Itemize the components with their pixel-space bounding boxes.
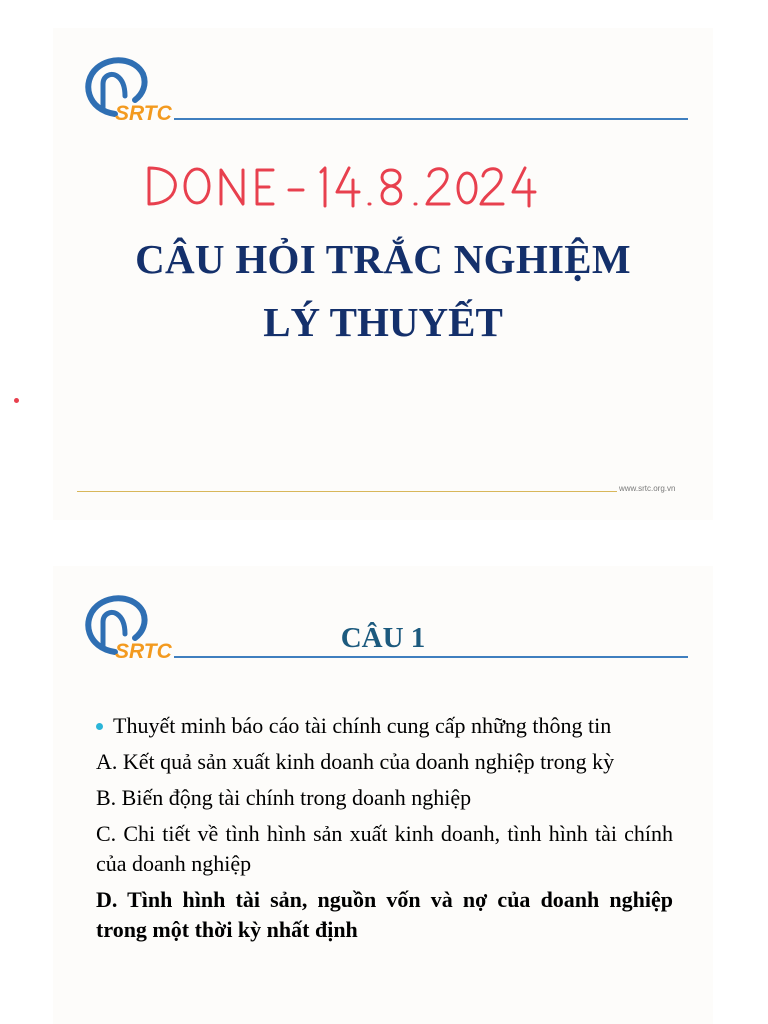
question-text: Thuyết minh báo cáo tài chính cung cấp những thông tin (113, 713, 612, 738)
header-rule (174, 118, 688, 120)
svg-text:SRTC: SRTC (115, 640, 172, 663)
handwritten-note (141, 160, 541, 210)
ink-dot (14, 398, 19, 403)
srtc-logo (75, 54, 179, 126)
question-slide (53, 566, 713, 1024)
footer-rule (77, 491, 617, 492)
handwritten-signature (141, 160, 541, 210)
slide-title-line2: LÝ THUYẾT (263, 299, 503, 345)
srtc-logo-icon (75, 54, 179, 126)
question-title: CÂU 1 (340, 622, 426, 654)
option-c: C. Chi tiết về tình hình sản xuất kinh doanh, tình hình tài chính của doanh nghiệp (96, 821, 673, 876)
title-slide (53, 28, 713, 520)
header-rule (174, 656, 688, 658)
slide-title-line1: CÂU HỎI TRẮC NGHIỆM (135, 236, 631, 282)
footer-url: www.srtc.org.vn (619, 484, 676, 493)
option-a: A. Kết quả sản xuất kinh doanh của doanh nghiệp trong kỳ (96, 749, 615, 774)
svg-text:SRTC: SRTC (115, 102, 172, 125)
question-text-item (96, 711, 673, 741)
option-b: B. Biến động tài chính trong doanh nghiệp (96, 785, 472, 810)
option-d: D. Tình hình tài sản, nguồn vốn và nợ của doanh nghiệp trong một thời kỳ nhất định (96, 887, 673, 942)
question-body (96, 711, 673, 951)
bullet-icon (96, 723, 103, 730)
